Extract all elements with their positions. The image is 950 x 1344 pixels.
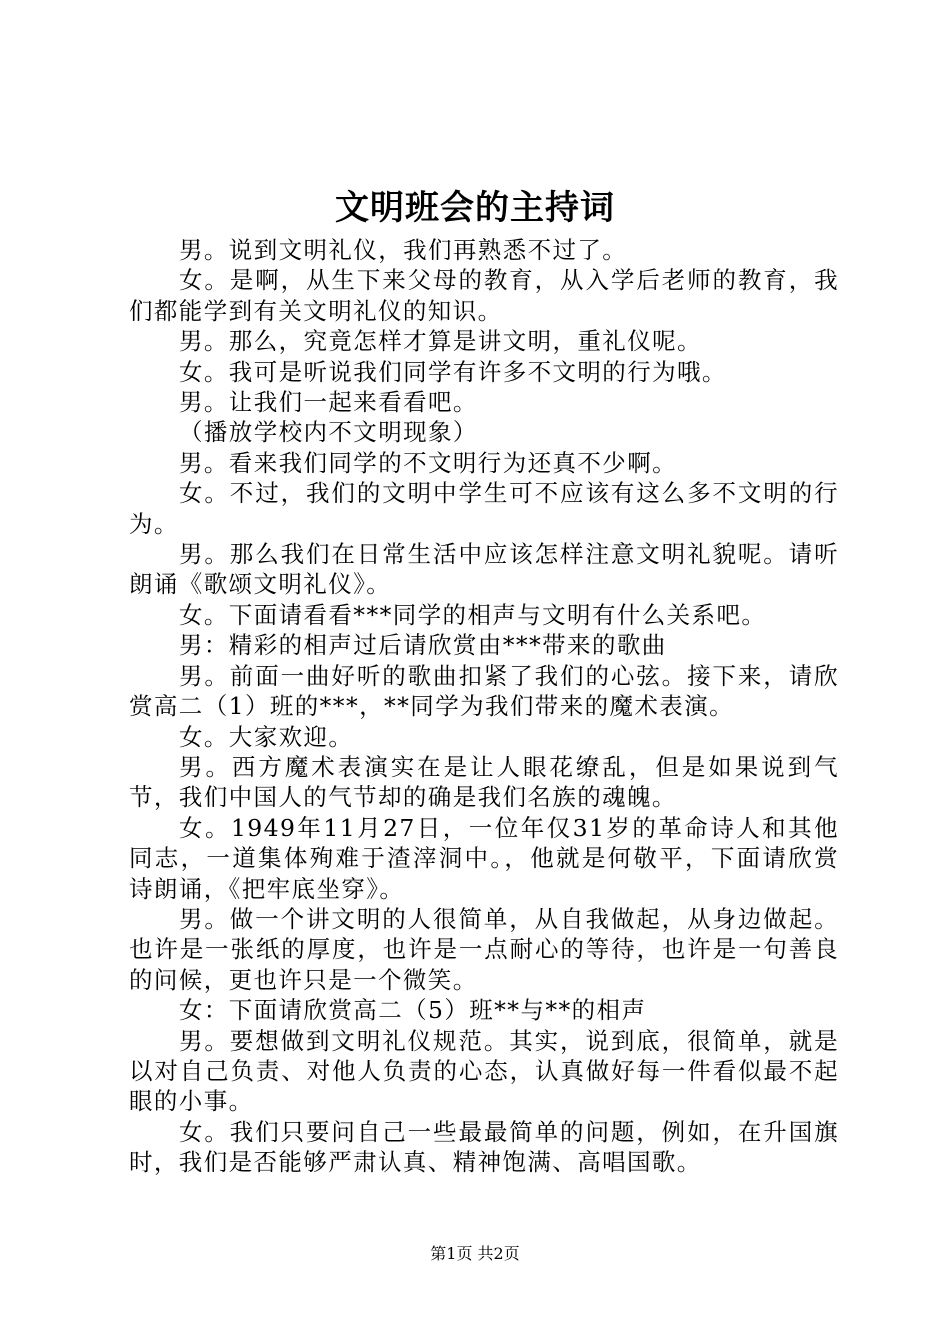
paragraph: 男。说到文明礼仪，我们再熟悉不过了。 [179, 236, 628, 264]
paragraph: 女。大家欢迎。 [179, 722, 354, 751]
paragraph: 男。那么，究竟怎样才算是讲文明，重礼仪呢。 [179, 327, 702, 356]
page-footer: 第1页 共2页 [430, 1244, 520, 1263]
document-body [129, 235, 839, 1178]
paragraph: 女。1949年11月27日，一位年仅31岁的革命诗人和其他同志，一道集体殉难于渣滓洞中。，他就是何敬平，下面请欣赏诗朗诵，《把牢底坐穿》。 [129, 813, 839, 903]
paragraph: 女。是啊，从生下来父母的教育，从入学后老师的教育，我们都能学到有关文明礼仪的知识。 [129, 266, 839, 325]
paragraph: 男：精彩的相声过后请欣赏由***带来的歌曲 [179, 631, 667, 660]
paragraph: 女。我们只要问自己一些最最简单的问题，例如，在升国旗时，我们是否能够严肃认真、精神饱满、高唱国歌。 [129, 1117, 839, 1177]
paragraph: 女。我可是听说我们同学有许多不文明的行为哦。 [179, 357, 727, 386]
paragraph: （播放学校内不文明现象） [179, 418, 478, 447]
paragraph: 女：下面请欣赏高二（5）班**与**的相声 [179, 996, 647, 1025]
paragraph: 女。不过，我们的文明中学生可不应该有这么多不文明的行为。 [129, 479, 839, 538]
paragraph: 男。做一个讲文明的人很简单，从自我做起，从身边做起。也许是一张纸的厚度，也许是一点耐心的等待，也许是一句善良的问候，更也许只是一个微笑。 [129, 904, 839, 994]
paragraph: 男。西方魔术表演实在是让人眼花缭乱，但是如果说到气节，我们中国人的气节却的确是我们名族的魂魄。 [129, 752, 839, 812]
paragraph: 男。前面一曲好听的歌曲扣紧了我们的心弦。接下来，请欣赏高二（1）班的***，**同学为我们带来的魔术表演。 [129, 661, 839, 721]
document-title: 文明班会的主持词 [335, 188, 615, 228]
paragraph: 男。看来我们同学的不文明行为还真不少啊。 [179, 448, 677, 477]
paragraph: 女。下面请看看***同学的相声与文明有什么关系吧。 [179, 600, 767, 629]
paragraph: 男。那么我们在日常生活中应该怎样注意文明礼貌呢。请听朗诵《歌颂文明礼仪》。 [129, 540, 839, 599]
paragraph: 男。让我们一起来看看吧。 [179, 388, 478, 417]
paragraph: 男。要想做到文明礼仪规范。其实，说到底，很简单，就是以对自己负责、对他人负责的心态，认真做好每一件看似最不起眼的小事。 [129, 1026, 839, 1116]
